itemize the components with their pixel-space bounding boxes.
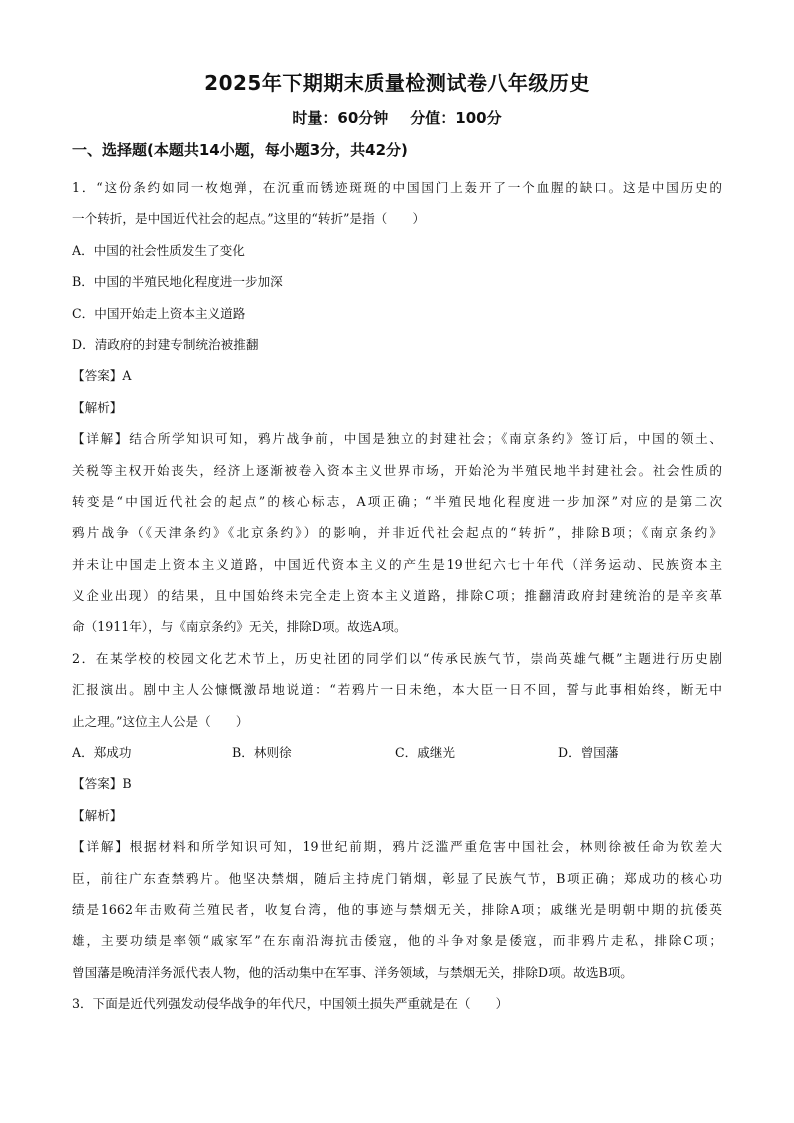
q1-detail-line-7: 命（1911年），与《南京条约》无关，排除D项。故选A项。	[72, 619, 407, 635]
q1-option-b: B．中国的半殖民地化程度进一步加深	[72, 274, 283, 290]
q1-answer: 【答案】A	[72, 368, 132, 384]
q1-analysis-label: 【解析】	[72, 399, 123, 415]
exam-title: 2025年下期期末质量检测试卷八年级历史	[204, 71, 590, 95]
q1-option-d: D．清政府的封建专制统治被推翻	[72, 336, 259, 352]
q2-option-b: B．林则徐	[232, 745, 292, 761]
q2-analysis-label: 【解析】	[72, 807, 123, 823]
q1-detail-line-1: 【详解】结合所学知识可知，鸦片战争前，中国是独立的封建社会；《南京条约》签订后，中国的领土、	[72, 431, 722, 447]
q1-option-c: C．中国开始走上资本主义道路	[72, 305, 246, 321]
q2-answer: 【答案】B	[72, 776, 132, 792]
exam-score: 分值：100分	[410, 109, 502, 127]
q2-stem-line-1: 2．在某学校的校园文化艺术节上，历史社团的同学们以“传承民族气节，崇尚英雄气概”主题进行历史剧	[72, 650, 722, 666]
q1-detail-line-6: 义企业出现）的结果，且中国始终未完全走上资本主义道路，排除C项；推翻清政府封建统治的是辛亥革	[72, 588, 722, 604]
q1-option-a: A．中国的社会性质发生了变化	[72, 242, 245, 258]
exam-meta	[0, 108, 794, 128]
q2-option-c: C．戚继光	[395, 745, 456, 761]
q2-options-row	[72, 737, 722, 768]
q1-detail-line-2: 关税等主权开始丧失，经济上逐渐被卷入资本主义世界市场，开始沦为半殖民地半封建社会。社会性质的	[72, 462, 722, 478]
section-heading: 一、选择题(本题共14小题，每小题3分，共42分)	[72, 141, 408, 159]
q2-stem-line-3: 止之理。”这位主人公是（ ）	[72, 713, 249, 729]
q2-detail-line-3: 绩是1662年击败荷兰殖民者，收复台湾，他的事迹与禁烟无关，排除A项；戚继光是明朝中期的抗倭英	[72, 901, 722, 917]
q2-option-d: D．曾国藩	[558, 745, 619, 761]
q2-detail-line-1: 【详解】根据材料和所学知识可知，19世纪前期，鸦片泛滥严重危害中国社会，林则徐被任命为钦差大	[72, 839, 722, 855]
q2-detail-line-2: 臣，前往广东查禁鸦片。他坚决禁烟，随后主持虎门销烟，彰显了民族气节，B项正确；郑成功的核心功	[72, 870, 722, 886]
q2-option-a: A．郑成功	[72, 745, 132, 761]
questions-content	[72, 172, 722, 1020]
exam-time: 时量：60分钟	[292, 109, 389, 127]
q2-detail-line-4: 雄，主要功绩是率领“戚家军”在东南沿海抗击倭寇，他的斗争对象是倭寇，而非鸦片走私，排除C项；	[72, 933, 722, 949]
q1-detail-line-3: 转变是“中国近代社会的起点”的核心标志，A项正确；“半殖民地化程度进一步加深”对应的是第二次	[72, 493, 722, 509]
q3-stem-line-1: 3．下面是近代列强发动侵华战争的年代尺，中国领土损失严重就是在（ ）	[72, 996, 509, 1012]
q1-stem-line-2: 一个转折，是中国近代社会的起点。”这里的“转折”是指（ ）	[72, 211, 426, 227]
q1-detail-line-4: 鸦片战争（《天津条约》《北京条约》）的影响，并非近代社会起点的“转折”，排除B项；《南京条约》	[72, 525, 722, 541]
q1-stem-line-1: 1．“这份条约如同一枚炮弹，在沉重而锈迹斑斑的中国国门上轰开了一个血腥的缺口。这是中国历史的	[72, 180, 722, 195]
q1-detail-line-5: 并未让中国走上资本主义道路，中国近代资本主义的产生是19世纪六七十年代（洋务运动、民族资本主	[72, 556, 722, 572]
q2-stem-line-2: 汇报演出。剧中主人公慷慨激昂地说道：“若鸦片一日未绝，本大臣一日不回，誓与此事相始终，断无中	[72, 682, 722, 698]
q2-detail-line-5: 曾国藩是晚清洋务派代表人物，他的活动集中在军事、洋务领域，与禁烟无关，排除D项。故选B项。	[72, 964, 633, 980]
